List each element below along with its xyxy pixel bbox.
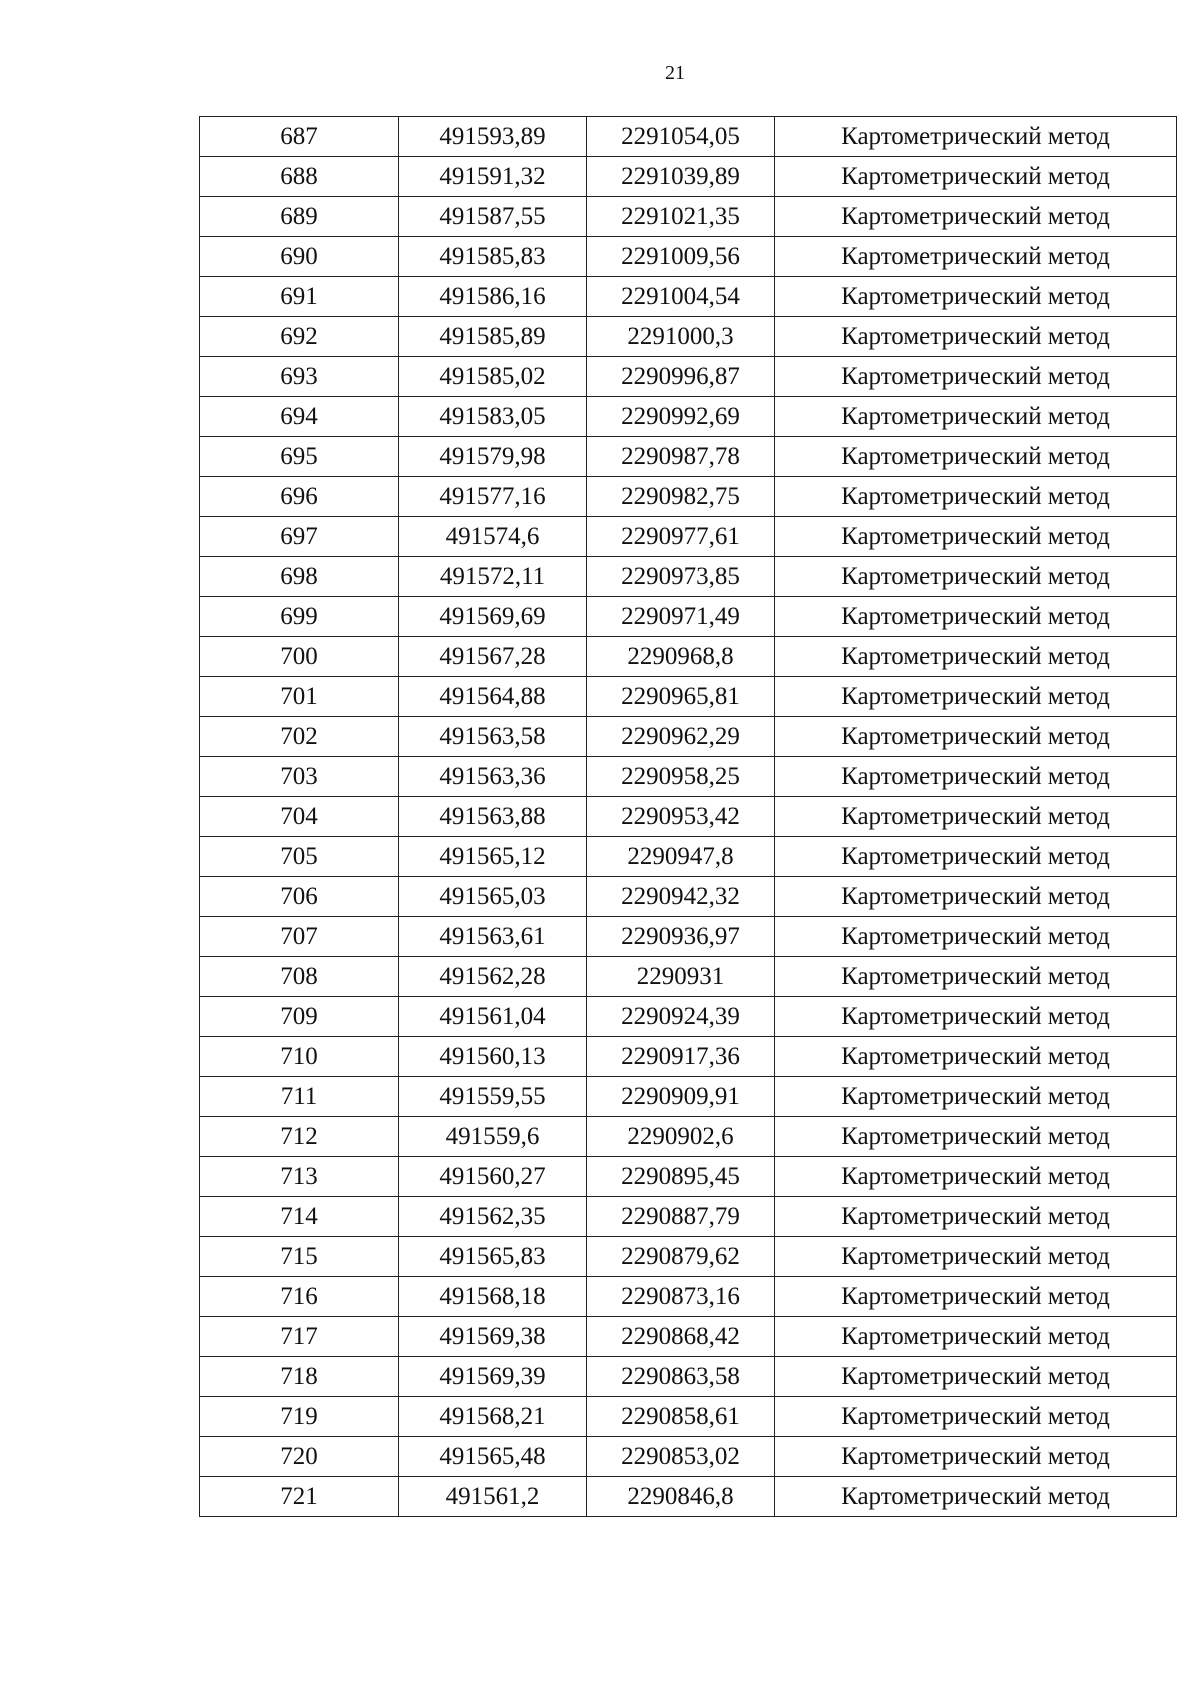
y-coordinate-cell: 2291039,89 — [587, 157, 775, 197]
point-number-cell: 712 — [200, 1117, 399, 1157]
x-coordinate-cell: 491560,13 — [399, 1037, 587, 1077]
table-row — [200, 117, 1177, 157]
method-cell: Картометрический метод — [775, 1037, 1177, 1077]
point-number-cell: 688 — [200, 157, 399, 197]
x-coordinate-cell: 491563,58 — [399, 717, 587, 757]
method-cell: Картометрический метод — [775, 1397, 1177, 1437]
y-coordinate-cell: 2291000,3 — [587, 317, 775, 357]
method-cell: Картометрический метод — [775, 437, 1177, 477]
x-coordinate-cell: 491568,18 — [399, 1277, 587, 1317]
y-coordinate-cell: 2290987,78 — [587, 437, 775, 477]
x-coordinate-cell: 491585,89 — [399, 317, 587, 357]
y-coordinate-cell: 2290858,61 — [587, 1397, 775, 1437]
y-coordinate-cell: 2290982,75 — [587, 477, 775, 517]
page-number: 21 — [665, 62, 685, 84]
method-cell: Картометрический метод — [775, 1477, 1177, 1517]
point-number-cell: 717 — [200, 1317, 399, 1357]
x-coordinate-cell: 491567,28 — [399, 637, 587, 677]
y-coordinate-cell: 2290887,79 — [587, 1197, 775, 1237]
method-cell: Картометрический метод — [775, 1357, 1177, 1397]
table-row — [200, 1477, 1177, 1517]
method-cell: Картометрический метод — [775, 757, 1177, 797]
point-number-cell: 711 — [200, 1077, 399, 1117]
y-coordinate-cell: 2290971,49 — [587, 597, 775, 637]
table-row — [200, 877, 1177, 917]
point-number-cell: 710 — [200, 1037, 399, 1077]
method-cell: Картометрический метод — [775, 1077, 1177, 1117]
method-cell: Картометрический метод — [775, 1237, 1177, 1277]
x-coordinate-cell: 491565,48 — [399, 1437, 587, 1477]
y-coordinate-cell: 2290977,61 — [587, 517, 775, 557]
table-row — [200, 397, 1177, 437]
table-row — [200, 837, 1177, 877]
point-number-cell: 707 — [200, 917, 399, 957]
table-row — [200, 1317, 1177, 1357]
y-coordinate-cell: 2290947,8 — [587, 837, 775, 877]
method-cell: Картометрический метод — [775, 1157, 1177, 1197]
table-row — [200, 1277, 1177, 1317]
y-coordinate-cell: 2290879,62 — [587, 1237, 775, 1277]
y-coordinate-cell: 2290973,85 — [587, 557, 775, 597]
x-coordinate-cell: 491560,27 — [399, 1157, 587, 1197]
y-coordinate-cell: 2290868,42 — [587, 1317, 775, 1357]
x-coordinate-cell: 491562,35 — [399, 1197, 587, 1237]
y-coordinate-cell: 2290968,8 — [587, 637, 775, 677]
x-coordinate-cell: 491569,39 — [399, 1357, 587, 1397]
method-cell: Картометрический метод — [775, 197, 1177, 237]
method-cell: Картометрический метод — [775, 397, 1177, 437]
point-number-cell: 714 — [200, 1197, 399, 1237]
y-coordinate-cell: 2290936,97 — [587, 917, 775, 957]
table-row — [200, 757, 1177, 797]
x-coordinate-cell: 491565,12 — [399, 837, 587, 877]
table-row — [200, 797, 1177, 837]
point-number-cell: 705 — [200, 837, 399, 877]
x-coordinate-cell: 491569,38 — [399, 1317, 587, 1357]
table-row — [200, 677, 1177, 717]
table-row — [200, 1077, 1177, 1117]
method-cell: Картометрический метод — [775, 277, 1177, 317]
table-row — [200, 197, 1177, 237]
method-cell: Картометрический метод — [775, 837, 1177, 877]
x-coordinate-cell: 491563,88 — [399, 797, 587, 837]
method-cell: Картометрический метод — [775, 117, 1177, 157]
method-cell: Картометрический метод — [775, 1197, 1177, 1237]
method-cell: Картометрический метод — [775, 517, 1177, 557]
point-number-cell: 689 — [200, 197, 399, 237]
x-coordinate-cell: 491577,16 — [399, 477, 587, 517]
point-number-cell: 715 — [200, 1237, 399, 1277]
method-cell: Картометрический метод — [775, 317, 1177, 357]
y-coordinate-cell: 2290996,87 — [587, 357, 775, 397]
table-row — [200, 1117, 1177, 1157]
x-coordinate-cell: 491569,69 — [399, 597, 587, 637]
method-cell: Картометрический метод — [775, 597, 1177, 637]
point-number-cell: 698 — [200, 557, 399, 597]
y-coordinate-cell: 2290965,81 — [587, 677, 775, 717]
x-coordinate-cell: 491583,05 — [399, 397, 587, 437]
method-cell: Картометрический метод — [775, 917, 1177, 957]
table-row — [200, 1437, 1177, 1477]
point-number-cell: 697 — [200, 517, 399, 557]
x-coordinate-cell: 491574,6 — [399, 517, 587, 557]
table-row — [200, 237, 1177, 277]
x-coordinate-cell: 491585,02 — [399, 357, 587, 397]
table-row — [200, 957, 1177, 997]
y-coordinate-cell: 2291009,56 — [587, 237, 775, 277]
point-number-cell: 702 — [200, 717, 399, 757]
point-number-cell: 692 — [200, 317, 399, 357]
x-coordinate-cell: 491559,55 — [399, 1077, 587, 1117]
point-number-cell: 703 — [200, 757, 399, 797]
table-row — [200, 1397, 1177, 1437]
point-number-cell: 709 — [200, 997, 399, 1037]
point-number-cell: 701 — [200, 677, 399, 717]
x-coordinate-cell: 491593,89 — [399, 117, 587, 157]
table-row — [200, 277, 1177, 317]
point-number-cell: 708 — [200, 957, 399, 997]
x-coordinate-cell: 491561,04 — [399, 997, 587, 1037]
table-row — [200, 477, 1177, 517]
point-number-cell: 700 — [200, 637, 399, 677]
point-number-cell: 695 — [200, 437, 399, 477]
table-row — [200, 917, 1177, 957]
x-coordinate-cell: 491559,6 — [399, 1117, 587, 1157]
y-coordinate-cell: 2290992,69 — [587, 397, 775, 437]
point-number-cell: 694 — [200, 397, 399, 437]
table-row — [200, 1237, 1177, 1277]
method-cell: Картометрический метод — [775, 1117, 1177, 1157]
y-coordinate-cell: 2290953,42 — [587, 797, 775, 837]
y-coordinate-cell: 2290873,16 — [587, 1277, 775, 1317]
table-row — [200, 1157, 1177, 1197]
table-row — [200, 437, 1177, 477]
point-number-cell: 713 — [200, 1157, 399, 1197]
table-row — [200, 717, 1177, 757]
method-cell: Картометрический метод — [775, 677, 1177, 717]
point-number-cell: 704 — [200, 797, 399, 837]
point-number-cell: 687 — [200, 117, 399, 157]
point-number-cell: 699 — [200, 597, 399, 637]
x-coordinate-cell: 491587,55 — [399, 197, 587, 237]
point-number-cell: 720 — [200, 1437, 399, 1477]
method-cell: Картометрический метод — [775, 797, 1177, 837]
point-number-cell: 696 — [200, 477, 399, 517]
y-coordinate-cell: 2290942,32 — [587, 877, 775, 917]
y-coordinate-cell: 2290931 — [587, 957, 775, 997]
y-coordinate-cell: 2290846,8 — [587, 1477, 775, 1517]
table-row — [200, 597, 1177, 637]
x-coordinate-cell: 491579,98 — [399, 437, 587, 477]
table-row — [200, 1357, 1177, 1397]
method-cell: Картометрический метод — [775, 1277, 1177, 1317]
y-coordinate-cell: 2290909,91 — [587, 1077, 775, 1117]
y-coordinate-cell: 2290895,45 — [587, 1157, 775, 1197]
method-cell: Картометрический метод — [775, 157, 1177, 197]
coordinates-table — [199, 116, 1177, 1517]
x-coordinate-cell: 491561,2 — [399, 1477, 587, 1517]
y-coordinate-cell: 2290853,02 — [587, 1437, 775, 1477]
table-row — [200, 637, 1177, 677]
table-row — [200, 157, 1177, 197]
x-coordinate-cell: 491586,16 — [399, 277, 587, 317]
method-cell: Картометрический метод — [775, 557, 1177, 597]
x-coordinate-cell: 491591,32 — [399, 157, 587, 197]
y-coordinate-cell: 2290863,58 — [587, 1357, 775, 1397]
table-row — [200, 517, 1177, 557]
x-coordinate-cell: 491568,21 — [399, 1397, 587, 1437]
point-number-cell: 706 — [200, 877, 399, 917]
x-coordinate-cell: 491565,03 — [399, 877, 587, 917]
table-row — [200, 1037, 1177, 1077]
y-coordinate-cell: 2291054,05 — [587, 117, 775, 157]
table-row — [200, 1197, 1177, 1237]
method-cell: Картометрический метод — [775, 997, 1177, 1037]
method-cell: Картометрический метод — [775, 1317, 1177, 1357]
table-row — [200, 557, 1177, 597]
method-cell: Картометрический метод — [775, 877, 1177, 917]
x-coordinate-cell: 491563,61 — [399, 917, 587, 957]
point-number-cell: 718 — [200, 1357, 399, 1397]
y-coordinate-cell: 2290962,29 — [587, 717, 775, 757]
method-cell: Картометрический метод — [775, 957, 1177, 997]
y-coordinate-cell: 2290917,36 — [587, 1037, 775, 1077]
coordinates-table-body — [200, 117, 1177, 1517]
y-coordinate-cell: 2290902,6 — [587, 1117, 775, 1157]
point-number-cell: 693 — [200, 357, 399, 397]
x-coordinate-cell: 491585,83 — [399, 237, 587, 277]
point-number-cell: 716 — [200, 1277, 399, 1317]
x-coordinate-cell: 491564,88 — [399, 677, 587, 717]
point-number-cell: 719 — [200, 1397, 399, 1437]
y-coordinate-cell: 2290924,39 — [587, 997, 775, 1037]
method-cell: Картометрический метод — [775, 1437, 1177, 1477]
method-cell: Картометрический метод — [775, 357, 1177, 397]
y-coordinate-cell: 2290958,25 — [587, 757, 775, 797]
method-cell: Картометрический метод — [775, 637, 1177, 677]
point-number-cell: 721 — [200, 1477, 399, 1517]
y-coordinate-cell: 2291004,54 — [587, 277, 775, 317]
method-cell: Картометрический метод — [775, 237, 1177, 277]
point-number-cell: 691 — [200, 277, 399, 317]
x-coordinate-cell: 491572,11 — [399, 557, 587, 597]
method-cell: Картометрический метод — [775, 477, 1177, 517]
point-number-cell: 690 — [200, 237, 399, 277]
x-coordinate-cell: 491562,28 — [399, 957, 587, 997]
y-coordinate-cell: 2291021,35 — [587, 197, 775, 237]
table-row — [200, 317, 1177, 357]
table-row — [200, 357, 1177, 397]
method-cell: Картометрический метод — [775, 717, 1177, 757]
table-row — [200, 997, 1177, 1037]
x-coordinate-cell: 491565,83 — [399, 1237, 587, 1277]
x-coordinate-cell: 491563,36 — [399, 757, 587, 797]
